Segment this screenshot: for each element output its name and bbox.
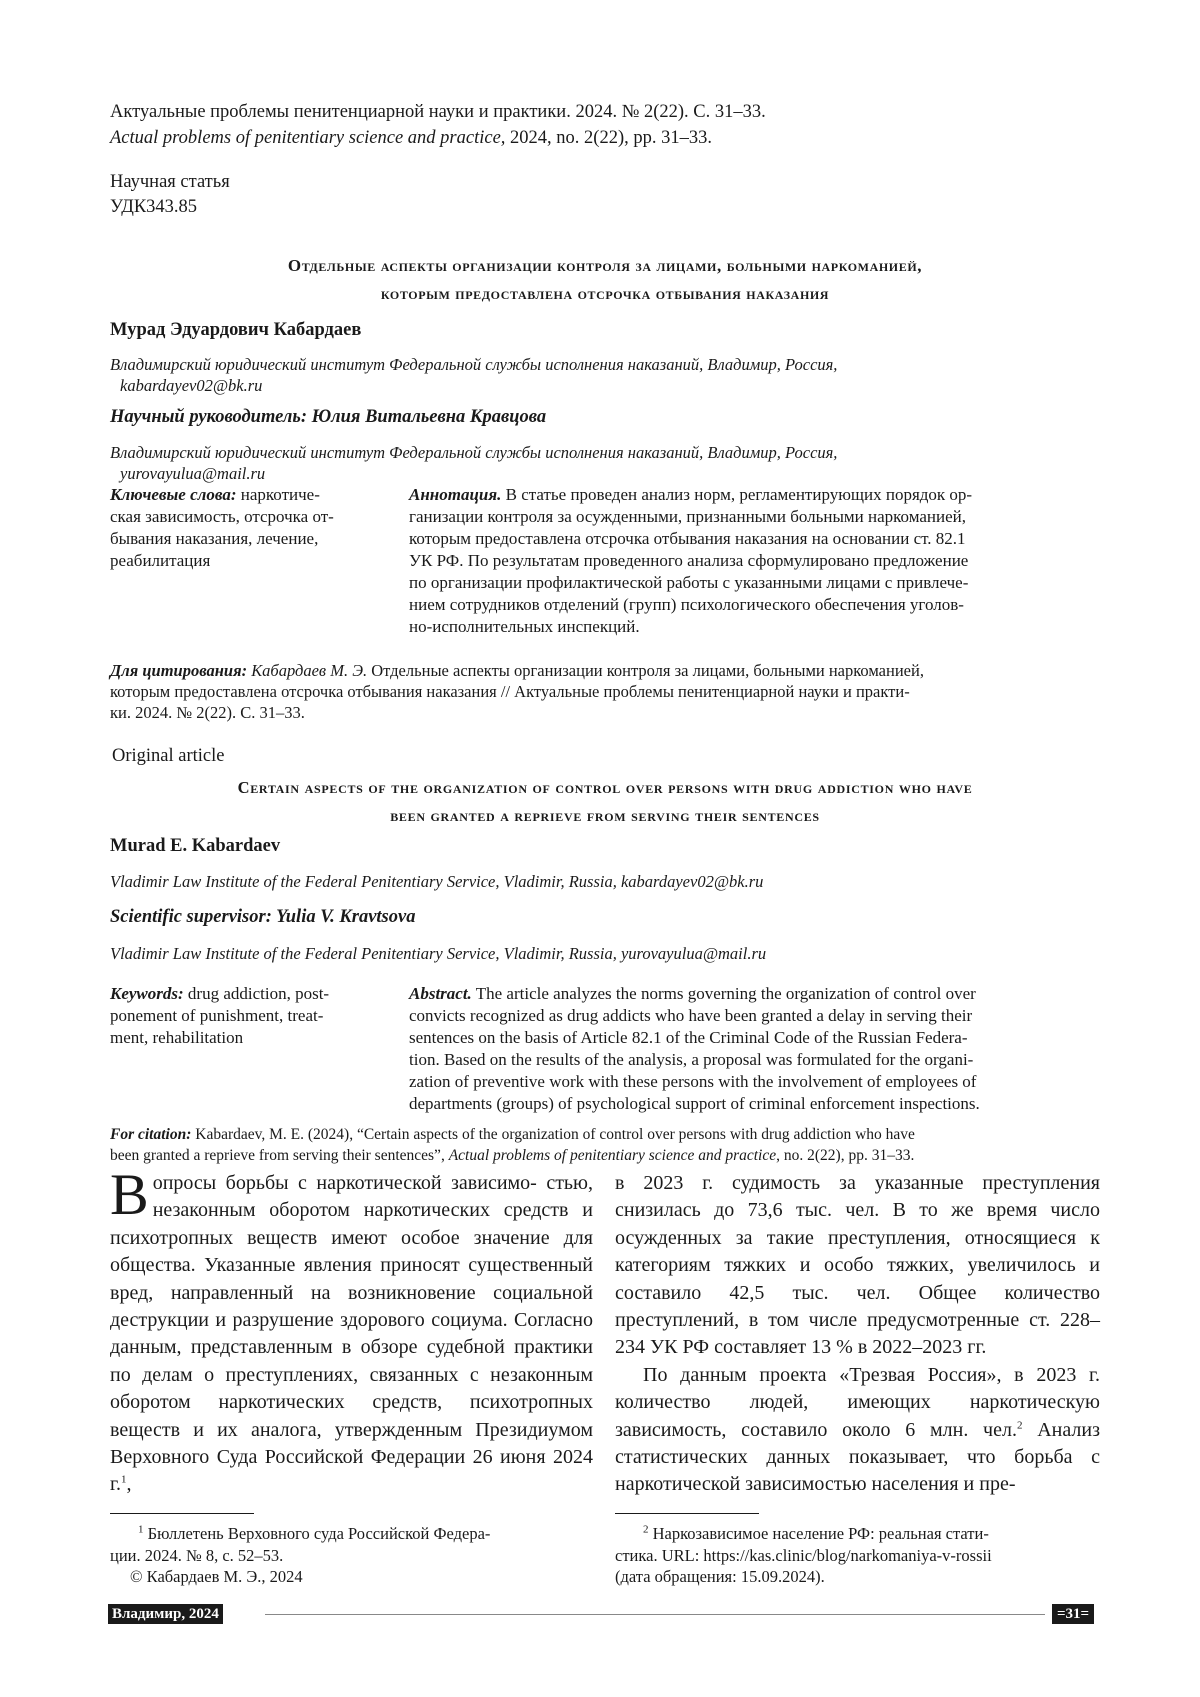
- citation-en-journal: Actual problems of penitentiary science and practice: [448, 1147, 777, 1164]
- citation-ru-line1: Отдельные аспекты организации контроля за лицами, больными наркоманией,: [367, 661, 924, 680]
- footnote-divider-2: [615, 1513, 759, 1514]
- footnote-1-mark: 1: [138, 1523, 144, 1536]
- page-number: =31=: [1052, 1604, 1094, 1624]
- supervisor-affiliation-ru-line1: Владимирский юридический институт Федеральной службы исполнения наказаний, Владимир, Россия,: [110, 443, 838, 462]
- article-type-en: Original article: [112, 746, 225, 766]
- footnotes-column-1: [110, 1523, 593, 1588]
- keywords-en-line1: drug addiction, post-: [183, 984, 330, 1003]
- supervisor-ru: Научный руководитель: Юлия Витальевна Кравцова: [110, 407, 547, 427]
- abstract-en-line1: The article analyzes the norms governing the organization of control over: [471, 984, 976, 1003]
- journal-issue-en: 2024, no. 2(22), pp. 31–33.: [505, 128, 712, 148]
- body-col2-p2-text-a: По данным проекта «Трезвая Россия», в 2023 г. количество людей, имеющих наркотическую зависимость, составило около 6 млн. чел.: [615, 1363, 1100, 1441]
- body-col2-paragraph-2: [615, 1362, 1100, 1499]
- citation-en-line2b: , no. 2(22), pp. 31–33.: [776, 1147, 915, 1164]
- footnote-1-line1: Бюллетень Верховного суда Российской Федера-: [143, 1524, 491, 1543]
- keywords-en: [110, 983, 395, 1049]
- citation-en-label: For citation:: [110, 1126, 192, 1143]
- keywords-en-label: Keywords:: [110, 984, 184, 1003]
- author-affiliation-ru: [110, 354, 1110, 396]
- citation-ru-author: Кабардаев М. Э.: [247, 661, 368, 680]
- author-ru: Мурад Эдуардович Кабардаев: [110, 320, 362, 340]
- citation-ru-line3: ки. 2024. № 2(22). С. 31–33.: [110, 703, 305, 722]
- abstract-en-label: Abstract.: [409, 984, 472, 1003]
- title-ru-line1: Отдельные аспекты организации контроля за лицами, больными наркоманией,: [287, 256, 923, 275]
- keywords-ru-label: Ключевые слова:: [110, 485, 237, 504]
- body-col1-text: средств и психотропных веществ имеют особое значение для общества. Указанные явления приносят существенный вред, направленный на возникновение социальной деструкции и разрушение здорового социума. Согласно данным, представленным в обзоре судебной практики по делам о преступлениях, связанных с незаконным оборотом наркотических средств, психотропных веществ и их аналога, утвержденным Президиумом Верховного Суда Российской Федерации 26 июня 2024 г.: [110, 1199, 593, 1496]
- journal-citation-ru: Актуальные проблемы пенитенциарной науки и практики. 2024. № 2(22). С. 31–33.: [110, 102, 766, 122]
- title-en-line2: been granted a reprieve from serving their sentences: [390, 806, 820, 825]
- body-col2-p2-text-b: Анализ статистических данных показывает, что борьба с наркотической зависимостью населения и пре-: [615, 1418, 1100, 1496]
- abstract-ru-line3: которым предоставлена отсрочка отбывания наказания на основании ст. 82.1: [409, 529, 966, 548]
- abstract-en-line6: departments (groups) of psychological support of criminal enforcement inspections.: [409, 1094, 980, 1113]
- drop-cap: В: [110, 1162, 149, 1227]
- title-ru-line2: которым предоставлена отсрочка отбывания наказания: [380, 284, 830, 303]
- abstract-ru: [409, 484, 1099, 638]
- abstract-ru-line7: но-исполнительных инспекций.: [409, 617, 640, 636]
- footnote-ref-1: 1: [120, 1473, 127, 1486]
- footnotes-column-2: [615, 1523, 1105, 1588]
- abstract-en: [409, 983, 1099, 1115]
- journal-name-en: Actual problems of penitentiary science and practice,: [110, 128, 506, 148]
- title-ru: [110, 252, 1100, 308]
- abstract-ru-label: Аннотация.: [409, 485, 502, 504]
- footnote-1-line2: ции. 2024. № 8, с. 52–53.: [110, 1545, 284, 1565]
- keywords-ru-line3: бывания наказания, лечение,: [110, 529, 319, 548]
- body-col1-end: ,: [126, 1473, 132, 1496]
- citation-en-line2a: been granted a reprieve from serving their sentences”,: [110, 1147, 449, 1164]
- abstract-ru-line5: по организации профилактической работы с указанными лицами с привлече-: [409, 573, 969, 592]
- abstract-ru-line2: ганизации контроля за осужденными, признанными больными наркоманией,: [409, 507, 966, 526]
- footer-rule: [265, 1614, 1045, 1615]
- abstract-en-line2: convicts recognized as drug addicts who have been granted a delay in serving their: [409, 1006, 973, 1025]
- citation-en-line1: Kabardaev, M. E. (2024), “Certain aspects of the organization of control over persons with drug addiction who have: [191, 1126, 915, 1143]
- supervisor-en: Scientific supervisor: Yulia V. Kravtsova: [110, 907, 416, 927]
- title-en-line1: Certain aspects of the organization of control over persons with drug addiction who have: [237, 778, 973, 797]
- abstract-en-line5: zation of preventive work with these persons with the involvement of employees of: [409, 1072, 977, 1091]
- body-column-1: [110, 1162, 593, 1499]
- body-col1-line2: стью, незаконным оборотом наркотических: [152, 1172, 593, 1222]
- body-column-2: [615, 1170, 1100, 1499]
- title-en: [110, 774, 1100, 830]
- footnote-ref-2: 2: [1016, 1419, 1023, 1431]
- keywords-ru-line1: наркотиче-: [236, 485, 320, 504]
- copyright: © Кабардаев М. Э., 2024: [130, 1567, 303, 1586]
- author-affiliation-ru-line1: Владимирский юридический институт Федеральной службы исполнения наказаний, Владимир, Россия,: [110, 355, 838, 374]
- author-affiliation-en: Vladimir Law Institute of the Federal Penitentiary Service, Vladimir, Russia, kabardayev02@bk.ru: [110, 872, 764, 891]
- footnote-2-line1: Наркозависимое население РФ: реальная стати-: [648, 1524, 989, 1543]
- keywords-en-line3: ment, rehabilitation: [110, 1028, 244, 1047]
- citation-en: [110, 1124, 1110, 1166]
- body-col2-paragraph-1: в 2023 г. судимость за указанные преступления снизилась до 73,6 тыс. чел. В то же время число осужденных за такие преступления, относящиеся к категориям тяжких и особо тяжких, увеличилось и составило 42,5 тыс. чел. Общее количество преступлений, в том числе предусмотренные ст. 228–234 УК РФ составляет 13 % в 2022–2023 гг.: [615, 1172, 1100, 1359]
- body-col1-line1: опросы борьбы с наркотической зависимо-: [152, 1172, 537, 1194]
- supervisor-affiliation-ru: [110, 442, 1110, 484]
- abstract-en-line3: sentences on the basis of Article 82.1 of the Criminal Code of the Russian Federa-: [409, 1028, 968, 1047]
- keywords-en-line2: ponement of punishment, treat-: [110, 1006, 324, 1025]
- abstract-ru-line1: В статье проведен анализ норм, регламентирующих порядок ор-: [501, 485, 973, 504]
- abstract-ru-line6: нием сотрудников отделений (групп) психологического обеспечения уголов-: [409, 595, 964, 614]
- supervisor-affiliation-en: Vladimir Law Institute of the Federal Penitentiary Service, Vladimir, Russia, yurovayulua@mail.ru: [110, 944, 767, 963]
- footnote-2-mark: 2: [643, 1523, 649, 1536]
- abstract-en-line4: tion. Based on the results of the analysis, a proposal was formulated for the organi-: [409, 1050, 974, 1069]
- author-en: Murad E. Kabardaev: [110, 836, 281, 856]
- keywords-ru-line2: ская зависимость, отсрочка от-: [110, 507, 334, 526]
- citation-ru-label: Для цитирования:: [110, 661, 248, 680]
- journal-citation-en: [110, 126, 1110, 150]
- footnote-divider-1: [110, 1513, 254, 1514]
- footer-city-year: Владимир, 2024: [108, 1604, 223, 1624]
- citation-ru-line2: которым предоставлена отсрочка отбывания наказания // Актуальные проблемы пенитенциарной науки и практи-: [110, 682, 910, 701]
- supervisor-email-ru: yurovayulua@mail.ru: [120, 464, 266, 483]
- footnote-2-line2: стика. URL: https://kas.clinic/blog/narkomaniya-v-rossii: [615, 1545, 992, 1565]
- article-type-ru: Научная статья: [110, 172, 230, 192]
- keywords-ru: [110, 484, 390, 572]
- footnote-2-line3: (дата обращения: 15.09.2024).: [615, 1567, 825, 1586]
- keywords-ru-line4: реабилитация: [110, 551, 211, 570]
- citation-ru: [110, 660, 1110, 723]
- author-email-ru: kabardayev02@bk.ru: [120, 376, 263, 395]
- udc-code: УДК343.85: [110, 197, 198, 217]
- abstract-ru-line4: УК РФ. По результатам проведенного анализа сформулировано предложение: [409, 551, 969, 570]
